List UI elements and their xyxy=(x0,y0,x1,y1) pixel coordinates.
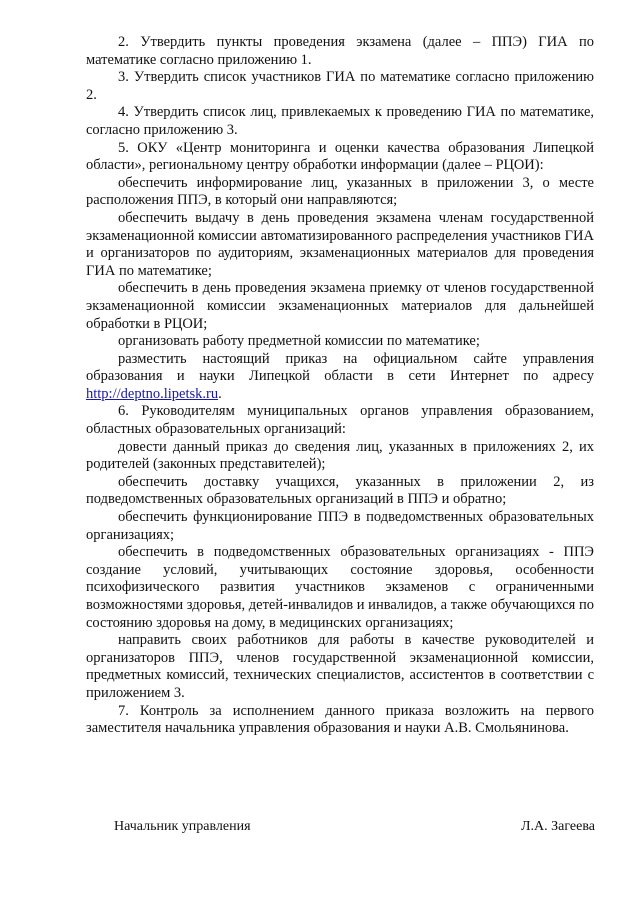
paragraph-item-6: 6. Руководителям муниципальных органов управления образованием, областных образовательных организаций: xyxy=(86,403,594,438)
paragraph-item-3: 3. Утвердить список участников ГИА по математике согласно приложению 2. xyxy=(86,69,594,103)
paragraph-operate-ppe: обеспечить функционирование ППЭ в подведомственных образовательных организациях; xyxy=(86,509,594,543)
paragraph-conditions: обеспечить в подведомственных образовательных организациях - ППЭ создание условий, учитывающих состояние здоровья, особенности психофизического развития участников экзаменов с ограниченными возможностями здоровья, детей-инвалидов и инвалидов, а также обучающихся по состоянию здоровья на дому, в медицинских организациях; xyxy=(86,544,594,631)
paragraph-item-5: 5. ОКУ «Центр мониторинга и оценки качества образования Липецкой области», региональному центру обработки информации (далее – РЦОИ): xyxy=(86,139,594,174)
paragraph-item-2: 2. Утвердить пункты проведения экзамена (далее – ППЭ) ГИА по математике согласно приложению 1. xyxy=(86,34,594,68)
signature-title: Начальник управления xyxy=(114,819,251,834)
paragraph-subject-commission: организовать работу предметной комиссии по математике; xyxy=(118,333,480,350)
paragraph-transport: обеспечить доставку учащихся, указанных в приложении 2, из подведомственных образовательных организаций в ППЭ и обратно; xyxy=(86,473,594,508)
paragraph-staff: направить своих работников для работы в качестве руководителей и организаторов ППЭ, членов государственной экзаменационной комиссии, предметных комиссий, технических специалистов, ассистентов в соответствии с приложением 3. xyxy=(86,632,594,701)
paragraph-item-7: 7. Контроль за исполнением данного приказа возложить на первого заместителя начальника управления образования и науки А.В. Смольянинова. xyxy=(86,702,594,737)
paragraph-inform-parents: довести данный приказ до сведения лиц, указанных в приложениях 2, их родителей (законных представителей); xyxy=(86,438,594,473)
publish-order-text: разместить настоящий приказ на официальном сайте управления образования и науки Липецкой области в сети Интернет по адресу xyxy=(86,350,594,385)
paragraph-item-4: 4. Утвердить список лиц, привлекаемых к проведению ГИА по математике, согласно приложению 3. xyxy=(86,104,594,138)
order-text xyxy=(86,34,594,738)
paragraph-accept-materials: обеспечить в день проведения экзамена приемку от членов государственной экзаменационной комиссии экзаменационных материалов для дальнейшей обработки в РЦОИ; xyxy=(86,280,594,332)
paragraph-inform-persons: обеспечить информирование лиц, указанных в приложении 3, о месте расположения ППЭ, в который они направляются; xyxy=(86,174,594,209)
paragraph-issue-materials: обеспечить выдачу в день проведения экзамена членам государственной экзаменационной комиссии автоматизированного распределения участников ГИА и организаторов по аудиториям, экзаменационных материалов для проведения ГИА по математике; xyxy=(86,209,594,279)
publish-order-end: . xyxy=(218,385,222,402)
website-link[interactable]: http://deptno.lipetsk.ru xyxy=(86,385,219,402)
paragraph-publish-order xyxy=(86,351,594,404)
signature-name: Л.А. Загеева xyxy=(521,819,595,834)
